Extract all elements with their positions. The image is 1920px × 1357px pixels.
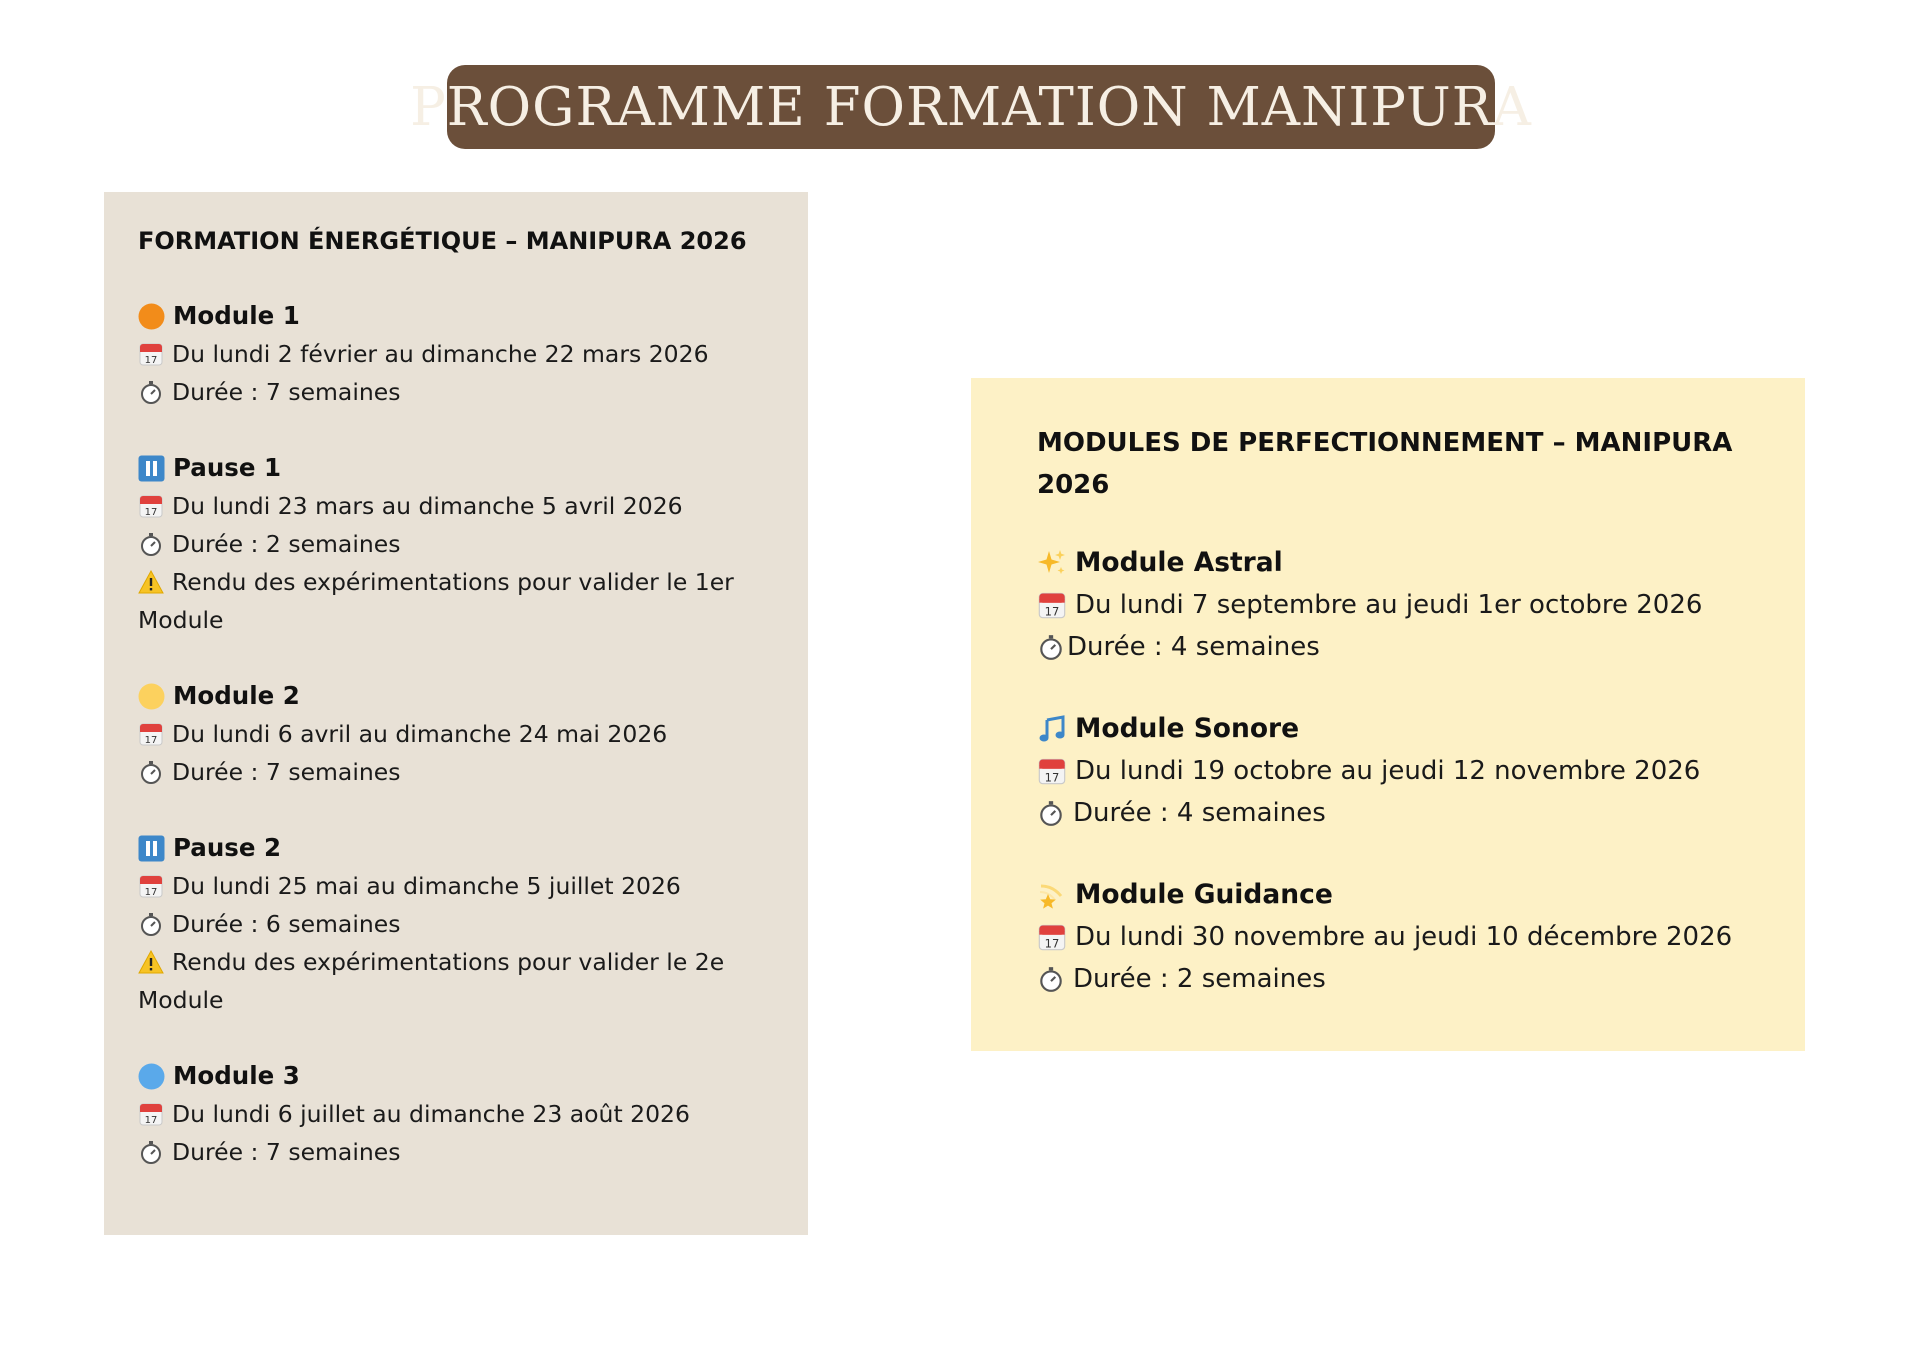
block-dates: Du lundi 25 mai au dimanche 5 juillet 2026 — [172, 872, 681, 900]
block-duration: Durée : 2 semaines — [172, 530, 401, 558]
stopwatch-icon — [138, 1139, 164, 1165]
block-dates: Du lundi 2 février au dimanche 22 mars 2026 — [172, 340, 709, 368]
calendar-icon — [138, 1101, 164, 1127]
orange-circle-icon — [138, 303, 165, 330]
block-duration: Durée : 4 semaines — [1073, 798, 1326, 828]
block-note: Rendu des expérimentations pour valider le 1er Module — [138, 568, 734, 634]
page-title: PROGRAMME FORMATION MANIPURA — [410, 76, 1532, 138]
block-title: Module 1 — [173, 301, 300, 330]
block-title: Pause 2 — [173, 833, 282, 862]
calendar-icon — [138, 341, 164, 367]
stopwatch-icon — [138, 531, 164, 557]
svg-text:17: 17 — [144, 355, 158, 366]
stopwatch-icon — [1037, 633, 1065, 661]
calendar-icon — [138, 873, 164, 899]
block-duration: Durée : 7 semaines — [172, 758, 401, 786]
stopwatch-icon — [138, 911, 164, 937]
schedule-block — [138, 1057, 774, 1171]
perfectionnement-heading: MODULES DE PERFECTIONNEMENT – MANIPURA 2026 — [1037, 428, 1733, 500]
svg-text:17: 17 — [144, 507, 158, 518]
pause-icon — [138, 835, 165, 862]
stopwatch-icon — [1037, 965, 1065, 993]
schedule-block — [1037, 874, 1739, 1000]
pause-icon — [138, 455, 165, 482]
calendar-icon — [1037, 590, 1067, 620]
warning-icon — [138, 570, 164, 594]
block-dates: Du lundi 30 novembre au jeudi 10 décembre 2026 — [1075, 922, 1733, 952]
block-duration: Durée : 7 semaines — [172, 1138, 401, 1166]
sparkles-icon — [1037, 548, 1067, 578]
block-duration: Durée : 6 semaines — [172, 910, 401, 938]
svg-text:17: 17 — [144, 887, 158, 898]
title-banner — [410, 65, 1532, 149]
music-note-icon — [1037, 714, 1067, 744]
block-note: Rendu des expérimentations pour valider le 2e Module — [138, 948, 725, 1014]
shooting-star-icon — [1037, 880, 1067, 910]
svg-text:17: 17 — [144, 735, 158, 746]
block-title: Module 3 — [173, 1061, 300, 1090]
formation-heading: FORMATION ÉNERGÉTIQUE – MANIPURA 2026 — [138, 227, 747, 255]
schedule-block — [1037, 542, 1739, 668]
block-duration: Durée : 4 semaines — [1067, 632, 1320, 662]
schedule-block — [138, 449, 774, 639]
stopwatch-icon — [1037, 799, 1065, 827]
blue-circle-icon — [138, 1063, 165, 1090]
block-dates: Du lundi 6 juillet au dimanche 23 août 2026 — [172, 1100, 690, 1128]
block-duration: Durée : 7 semaines — [172, 378, 401, 406]
schedule-block — [1037, 708, 1739, 834]
svg-text:17: 17 — [144, 1115, 158, 1126]
block-title: Module Astral — [1075, 547, 1283, 578]
calendar-icon — [1037, 922, 1067, 952]
svg-text:17: 17 — [1044, 604, 1060, 619]
stopwatch-icon — [138, 379, 164, 405]
block-title: Pause 1 — [173, 453, 282, 482]
calendar-icon — [138, 493, 164, 519]
block-duration: Durée : 2 semaines — [1073, 964, 1326, 994]
stopwatch-icon — [138, 759, 164, 785]
block-title: Module Sonore — [1075, 713, 1300, 744]
block-dates: Du lundi 19 octobre au jeudi 12 novembre 2026 — [1075, 756, 1701, 786]
svg-text:17: 17 — [1044, 770, 1060, 785]
yellow-circle-icon — [138, 683, 165, 710]
block-title: Module 2 — [173, 681, 300, 710]
block-dates: Du lundi 6 avril au dimanche 24 mai 2026 — [172, 720, 668, 748]
calendar-icon — [1037, 756, 1067, 786]
svg-text:17: 17 — [1044, 936, 1060, 951]
formation-panel — [104, 192, 808, 1235]
schedule-block — [138, 829, 774, 1019]
schedule-block — [138, 297, 774, 411]
perfectionnement-panel — [971, 378, 1805, 1051]
block-dates: Du lundi 7 septembre au jeudi 1er octobre 2026 — [1075, 590, 1703, 620]
block-dates: Du lundi 23 mars au dimanche 5 avril 2026 — [172, 492, 683, 520]
calendar-icon — [138, 721, 164, 747]
schedule-block — [138, 677, 774, 791]
block-title: Module Guidance — [1075, 879, 1333, 910]
warning-icon — [138, 950, 164, 974]
